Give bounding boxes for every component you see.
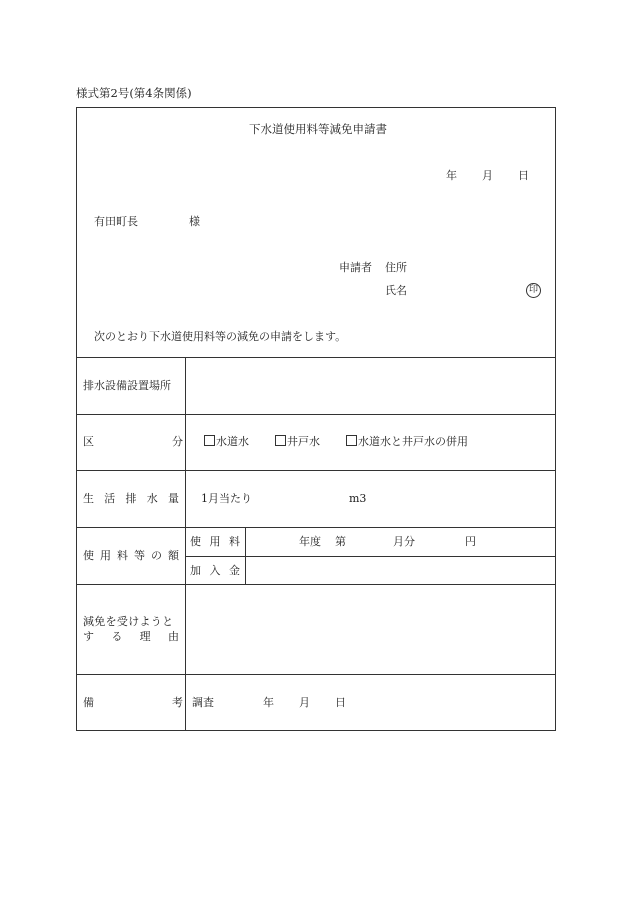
applicant-name-label[interactable]: 氏名 (385, 284, 407, 297)
label-char: 理 (139, 630, 151, 643)
checkbox-icon[interactable] (204, 435, 215, 446)
usage-fee-label (190, 535, 240, 548)
addressee-name: 有田町長 (94, 215, 138, 228)
label-char: 量 (168, 492, 179, 505)
label-char: る (111, 630, 123, 643)
label-char: 料 (117, 549, 128, 562)
label-char: 額 (168, 549, 179, 562)
row-divider (77, 674, 555, 675)
label-char: の (151, 549, 162, 562)
remarks-label-right: 考 (172, 696, 183, 709)
form-title: 下水道使用料等減免申請書 (249, 122, 387, 136)
remarks-label-left: 備 (83, 696, 94, 709)
applicant-address-label[interactable]: 住所 (385, 261, 407, 274)
usage-dai-label: 第 (335, 535, 346, 548)
fee-sublabel-divider (245, 527, 246, 584)
label-char: 活 (104, 492, 116, 505)
location-field[interactable] (189, 363, 549, 408)
label-char: 金 (229, 564, 240, 577)
checkbox-icon[interactable] (346, 435, 357, 446)
reason-label-line2 (83, 630, 179, 643)
option-well-water[interactable]: 井戸水 (275, 435, 320, 448)
option-tap-water[interactable]: 水道水 (204, 435, 249, 448)
form-number: 様式第2号(第4条関係) (76, 86, 192, 100)
intro-text: 次のとおり下水道使用料等の減免の申請をします。 (94, 330, 347, 343)
reason-label-line1: 減免を受けようと (83, 615, 174, 628)
row-divider (77, 584, 555, 585)
table-top-line (77, 357, 555, 358)
usage-yen-label[interactable]: 円 (465, 535, 476, 548)
date-day-label[interactable]: 日 (518, 169, 529, 182)
label-char: 使 (190, 535, 201, 548)
label-char: す (83, 630, 94, 643)
label-char: 用 (100, 549, 111, 562)
volume-unit: m3 (349, 492, 367, 505)
survey-label: 調査 (192, 696, 214, 709)
location-label: 排水設備設置場所 (83, 379, 171, 392)
label-char: 入 (209, 564, 221, 577)
label-char: 由 (167, 630, 179, 643)
survey-month-label[interactable]: 月 (299, 696, 310, 709)
usage-year-label[interactable]: 年度 (299, 535, 321, 548)
join-fee-label (190, 564, 240, 577)
row-divider (77, 414, 555, 415)
checkbox-icon[interactable] (275, 435, 286, 446)
label-char: 用 (209, 535, 221, 548)
label-char: 排 (125, 492, 137, 505)
label-char: 加 (190, 564, 201, 577)
survey-year-label[interactable]: 年 (263, 696, 274, 709)
row-divider (77, 470, 555, 471)
category-label-right: 分 (172, 435, 183, 448)
label-char: 等 (134, 549, 145, 562)
usage-month-label[interactable]: 月分 (393, 535, 415, 548)
volume-period: 1月当たり (201, 492, 252, 505)
survey-day-label[interactable]: 日 (335, 696, 346, 709)
label-char: 生 (83, 492, 94, 505)
fee-subrow-divider (185, 556, 555, 557)
seal-mark: 印 (526, 283, 541, 298)
applicant-label: 申請者 (339, 261, 372, 274)
volume-label (83, 492, 179, 505)
application-form (76, 107, 556, 731)
label-char: 水 (146, 492, 158, 505)
label-char: 使 (83, 549, 94, 562)
reason-field[interactable] (189, 590, 549, 668)
label-char: 料 (229, 535, 240, 548)
category-label-left: 区 (83, 435, 94, 448)
date-month-label[interactable]: 月 (482, 169, 493, 182)
option-combined[interactable]: 水道水と井戸水の併用 (346, 435, 468, 448)
addressee-honorific: 様 (189, 215, 200, 228)
date-year-label[interactable]: 年 (446, 169, 457, 182)
row-divider (77, 527, 555, 528)
fee-label (83, 549, 179, 562)
